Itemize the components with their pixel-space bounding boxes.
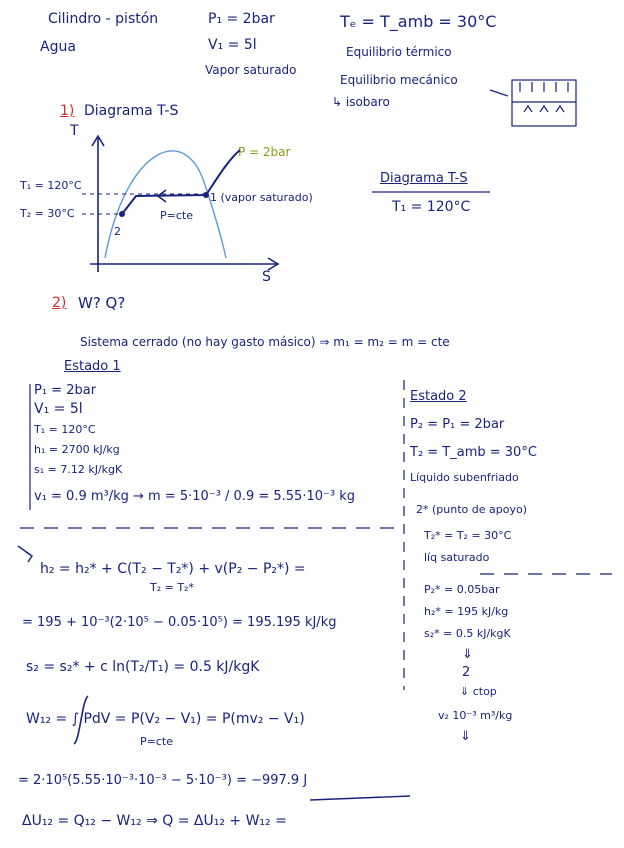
estado2-line: Líquido subenfriado: [410, 471, 519, 484]
eq-termico: Equilibrio térmico: [346, 45, 452, 59]
t2-label: T₂ = 30°C: [20, 207, 75, 220]
estado2-line: v₂ 10⁻³ m³/kg: [438, 709, 513, 722]
w12-note: P=cte: [140, 735, 173, 748]
saturation-dome: [105, 151, 226, 258]
estado2-line: ⇓ ctop: [460, 685, 497, 698]
arrow-to-sketch: [490, 90, 508, 96]
estado2-line: 2: [462, 665, 471, 680]
integral-sign: [74, 696, 88, 744]
te-value: Tₑ = T_amb = 30°C: [340, 12, 497, 31]
side-t1: T₁ = 120°C: [392, 199, 471, 215]
estado1-line: T₁ = 120°C: [34, 423, 96, 436]
t1-label: T₁ = 120°C: [20, 179, 82, 192]
p1-value: P₁ = 2bar: [208, 11, 275, 27]
axis-t-label: T: [70, 123, 79, 139]
estado2-arrow: ⇓: [462, 647, 473, 662]
section1-number: 1): [60, 103, 75, 119]
estado2-line: T₂ = T_amb = 30°C: [410, 445, 537, 460]
section2-number: 2): [52, 295, 67, 311]
result-underline: [310, 796, 410, 800]
point-2-marker: [119, 211, 125, 217]
h2-equation: h₂ = h₂* + C(T₂ − T₂*) + v(P₂ − P₂*) =: [40, 561, 306, 577]
point1-label: 1 (vapor saturado): [210, 191, 313, 204]
system-note: Sistema cerrado (no hay gasto másico) ⇒ m₁ = m₂ = m = cte: [80, 335, 450, 349]
estado1-line: P₁ = 2bar: [34, 383, 97, 398]
estado2-line: T₂* = T₂ = 30°C: [424, 529, 512, 542]
estado1-line: V₁ = 5l: [34, 401, 83, 417]
ts-axes: [90, 136, 278, 272]
p-cte-label: P=cte: [160, 209, 193, 222]
estado1-title: Estado 1: [64, 359, 121, 374]
estado1-line: s₁ = 7.12 kJ/kgK: [34, 463, 123, 476]
title-line1: Cilindro - pistón: [48, 11, 159, 27]
estado2-line: s₂* = 0.5 kJ/kgK: [424, 627, 511, 640]
energy-balance: ΔU₁₂ = Q₁₂ − W₁₂ ⇒ Q = ΔU₁₂ + W₁₂ =: [22, 813, 287, 829]
point-1-marker: [203, 192, 209, 198]
w12-equation: W₁₂ = ∫ PdV = P(V₂ − V₁) = P(mv₂ − V₁): [26, 711, 305, 727]
estado1-line: v₁ = 0.9 m³/kg → m = 5·10⁻³ / 0.9 = 5.55·10⁻³ kg: [34, 489, 355, 504]
isobaro-label: ↳ isobaro: [332, 95, 390, 109]
estado2-line: P₂ = P₁ = 2bar: [410, 417, 505, 432]
eq-mecanico: Equilibrio mecánico: [340, 73, 458, 87]
estado2-line: h₂* = 195 kJ/kg: [424, 605, 509, 618]
section2-title: W? Q?: [78, 294, 126, 312]
axis-s-label: S: [262, 269, 271, 285]
point2-label: 2: [114, 225, 121, 238]
w12-result: = 2·10⁵(5.55·10⁻³·10⁻³ − 5·10⁻³) = −997.9 J: [18, 773, 308, 788]
estado2-title: Estado 2: [410, 389, 467, 404]
s2-equation: s₂ = s₂* + c ln(T₂/T₁) = 0.5 kJ/kgK: [26, 659, 260, 675]
pressure-label: P = 2bar: [238, 145, 291, 159]
estado2-line: 2* (punto de apoyo): [416, 503, 527, 516]
side-title: Diagrama T-S: [380, 171, 468, 186]
title-line2: Agua: [40, 39, 76, 55]
state-label: Vapor saturado: [205, 63, 297, 77]
h2-result: = 195 + 10⁻³(2·10⁵ − 0.05·10⁵) = 195.195 kJ/kg: [22, 615, 337, 630]
estado1-line: h₁ = 2700 kJ/kg: [34, 443, 120, 456]
h2-arrow: [18, 546, 32, 562]
section1-title: Diagrama T-S: [84, 103, 179, 119]
piston-cylinder-icon: [512, 80, 576, 126]
estado2-arrow: ⇓: [460, 729, 471, 744]
isobar-line: [122, 150, 240, 214]
v1-value: V₁ = 5l: [208, 37, 257, 53]
estado2-line: P₂* = 0.05bar: [424, 583, 500, 596]
h2-note: T₂ = T₂*: [150, 581, 194, 594]
estado2-line: líq saturado: [424, 551, 490, 564]
